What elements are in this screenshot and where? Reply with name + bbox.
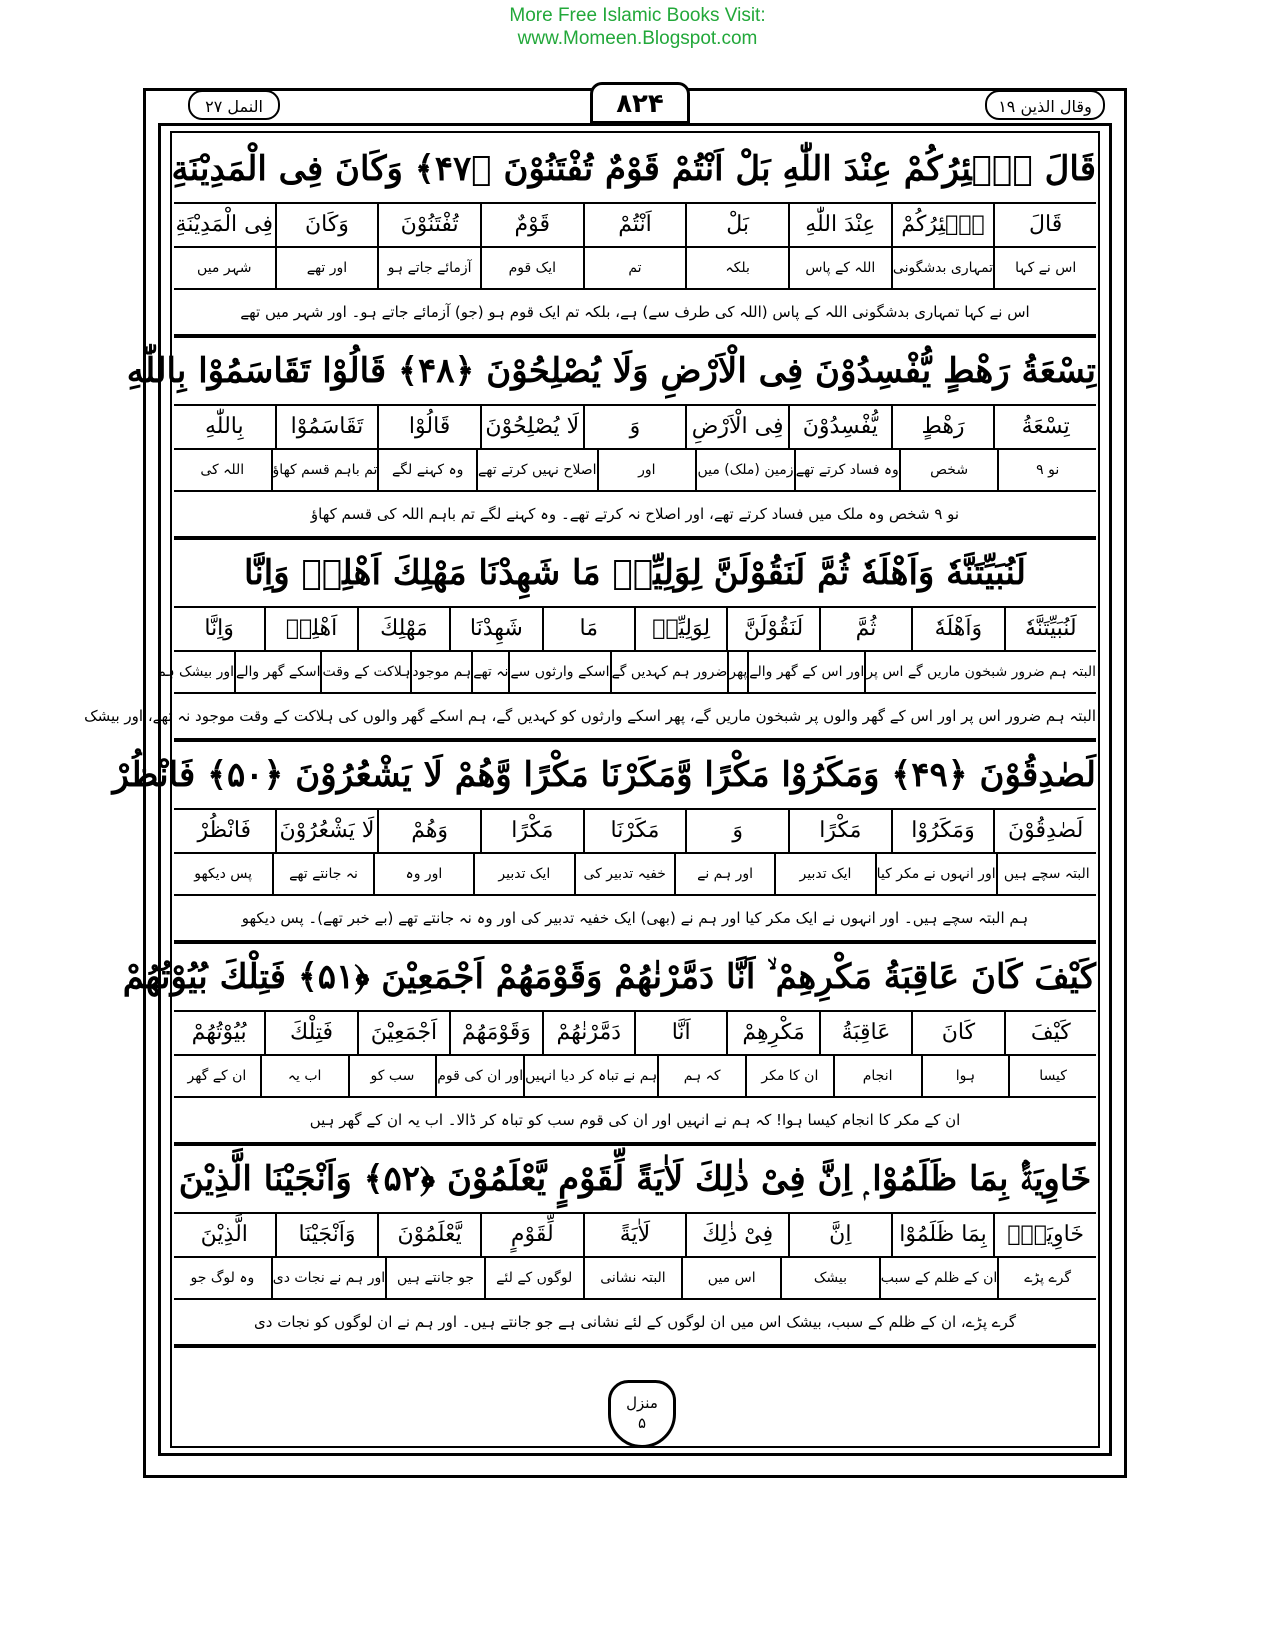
- verse-section: [112, 742, 1096, 944]
- ayah-text: لَنُبَيِّتَنَّهٗ وَاَهْلَهٗ ثُمَّ لَنَقُوْلَنَّ لِوَلِيِّهٖ مَا شَهِدْنَا مَهْلِكَ اَهْلِهٖ وَاِنَّا: [174, 540, 1096, 608]
- word-cell: بَلْ: [685, 204, 788, 246]
- meaning-row: [174, 1258, 1096, 1300]
- meaning-cell: اور: [597, 450, 696, 490]
- meaning-cell: ضرور ہم کہدیں گے: [610, 652, 728, 692]
- meaning-cell: ایک تدبیر: [473, 854, 573, 894]
- ayah-text: كَيْفَ كَانَ عَاقِبَةُ مَكْرِهِمْ ۙ اَنَّا دَمَّرْنٰهُمْ وَقَوْمَهُمْ اَجْمَعِيْنَ ﴿۵۱﴾ فَتِلْكَ بُيُوْتُهُمْ: [174, 944, 1096, 1012]
- meaning-cell: اب یہ: [260, 1056, 348, 1096]
- meaning-cell: اسکے گھر والے: [234, 652, 320, 692]
- word-cell: وَكَانَ: [275, 204, 378, 246]
- word-row: [174, 204, 1096, 248]
- word-cell: لَا يَشْعُرُوْنَ: [275, 810, 378, 852]
- meaning-cell: اصلاح نہیں کرتے تھے: [476, 450, 597, 490]
- word-cell: اَهْلِهٖ: [264, 608, 356, 650]
- meaning-row: [174, 854, 1096, 896]
- word-cell: اَجْمَعِيْنَ: [357, 1012, 449, 1054]
- meaning-cell: اور انہوں نے مکر کیا: [875, 854, 996, 894]
- meaning-cell: آزمائے جاتے ہو: [377, 248, 480, 288]
- meaning-cell: ایک قوم: [480, 248, 583, 288]
- word-cell: رَهْطٍ: [891, 406, 994, 448]
- meaning-cell: اور بیشک ہم: [157, 664, 235, 680]
- verse-section: [84, 540, 1096, 742]
- word-cell: وَقَوْمَهُمْ: [449, 1012, 541, 1054]
- translation-line: ان کے مکر کا انجام کیسا ہوا! کہ ہم نے انہیں اور ان کی قوم سب کو تباہ کر ڈالا۔ اب یہ ان کے گھر ہیں: [174, 1098, 1096, 1144]
- para-label: وقال الذين ۱۹: [985, 90, 1105, 120]
- meaning-cell: شخص: [899, 450, 998, 490]
- meaning-row: [157, 652, 1096, 694]
- meaning-cell: اسکے وارثوں سے: [508, 652, 609, 692]
- meaning-cell: البتہ سچے ہیں: [996, 854, 1096, 894]
- verse-section: [171, 136, 1096, 338]
- word-cell: لِّقَوْمٍ: [480, 1214, 583, 1256]
- surah-label: النمل ۲۷: [188, 90, 280, 120]
- meaning-cell: وہ فساد کرتے تھے: [794, 450, 899, 490]
- word-cell: لَا يُصْلِحُوْنَ: [480, 406, 583, 448]
- word-cell: قَالَ: [993, 204, 1096, 246]
- meaning-cell: لوگوں کے لئے: [484, 1258, 583, 1298]
- meaning-row: [174, 450, 1096, 492]
- word-cell: فِى الْاَرْضِ: [685, 406, 788, 448]
- meaning-row: [174, 248, 1096, 290]
- word-cell: شَهِدْنَا: [449, 608, 541, 650]
- ayah-text: خَاوِيَةًۢ بِمَا ظَلَمُوْا ۭ اِنَّ فِىْ ذٰلِكَ لَاٰيَةً لِّقَوْمٍ يَّعْلَمُوْنَ ﴿۵۲﴾ وَاَنْجَيْنَا الَّذِيْنَ: [174, 1146, 1096, 1214]
- promo-line-1: More Free Islamic Books Visit:: [509, 5, 766, 26]
- verse-section: [174, 1146, 1096, 1348]
- promo-banner: [0, 4, 1275, 50]
- meaning-cell: البتہ نشانی: [583, 1258, 682, 1298]
- word-cell: وَاَنْجَيْنَا: [275, 1214, 378, 1256]
- meaning-cell: ان کے ظلم کے سبب: [879, 1258, 998, 1298]
- translation-line: گرے پڑے، ان کے ظلم کے سبب، بیشک اس میں ان لوگوں کے لئے نشانی ہے جو جانتے ہیں۔ اور ہم نے ان لوگوں کو نجات دی: [174, 1300, 1096, 1346]
- meaning-cell: پھر: [727, 652, 747, 692]
- meaning-cell: اللہ کے پاس: [788, 248, 891, 288]
- word-cell: لَاٰيَةً: [583, 1214, 686, 1256]
- meaning-cell: تم: [583, 248, 686, 288]
- word-cell: وَمَكَرُوْا: [891, 810, 994, 852]
- word-cell: فَانْظُرْ: [197, 818, 252, 843]
- word-cell: وَ: [583, 406, 686, 448]
- translation-line: البتہ ہم ضرور اس پر اور اس کے گھر والوں پر شبخون ماریں گے، پھر اسکے وارثوں کو کہدیں گے، ہم اسکے گھر والوں کی ہلاکت کے وقت موجود نہ تھے، اور بیشک: [174, 694, 1096, 740]
- meaning-cell: اس میں: [681, 1258, 780, 1298]
- meaning-cell: نہ جانتے تھے: [272, 854, 372, 894]
- word-cell: قَالُوْا: [377, 406, 480, 448]
- meaning-cell: گرے پڑے: [997, 1258, 1096, 1298]
- meaning-cell: شہر میں: [197, 260, 252, 276]
- meaning-cell: نہ تھے: [471, 652, 508, 692]
- word-cell: تِسْعَةُ: [993, 406, 1096, 448]
- word-cell: بُيُوْتُهُمْ: [191, 1020, 247, 1045]
- meaning-cell: ان کا مکر: [745, 1056, 833, 1096]
- word-cell: تَقَاسَمُوْا: [275, 406, 378, 448]
- word-cell: مَا: [542, 608, 634, 650]
- meaning-cell: کہ ہم: [657, 1056, 745, 1096]
- meaning-cell: ہم نے تباہ کر دیا انہیں: [523, 1056, 657, 1096]
- meaning-cell: تمہاری بدشگونی: [891, 248, 994, 288]
- word-row: [174, 608, 1096, 652]
- promo-link[interactable]: www.Momeen.Blogspot.com: [517, 28, 758, 49]
- word-cell: لَنَقُوْلَنَّ: [726, 608, 818, 650]
- manzil-label: منزل: [626, 1394, 658, 1412]
- word-cell: اَنَّا: [634, 1012, 726, 1054]
- word-cell: قَوْمٌ: [480, 204, 583, 246]
- word-cell: مَكَرْنَا: [583, 810, 686, 852]
- meaning-cell: زمین (ملک) میں: [695, 450, 794, 490]
- word-row: [174, 406, 1096, 450]
- ayah-text: لَصٰدِقُوْنَ ﴿۴۹﴾ وَمَكَرُوْا مَكْرًا وَّمَكَرْنَا مَكْرًا وَّهُمْ لَا يَشْعُرُوْنَ ﴿۵۰﴾ فَانْظُرْ: [174, 742, 1096, 810]
- meaning-cell: اور تھے: [275, 248, 378, 288]
- word-cell: لَنُبَيِّتَنَّهٗ: [1004, 608, 1096, 650]
- word-cell: ثُمَّ: [819, 608, 911, 650]
- meaning-cell: ایک تدبیر: [774, 854, 874, 894]
- word-cell: يُّفْسِدُوْنَ: [788, 406, 891, 448]
- meaning-cell: اور ہم نے: [674, 854, 774, 894]
- word-cell: فَتِلْكَ: [264, 1012, 356, 1054]
- meaning-cell: بیشک: [780, 1258, 879, 1298]
- word-cell: وَاِنَّا: [204, 616, 234, 641]
- word-cell: وَاَهْلَهٗ: [911, 608, 1003, 650]
- word-cell: وَهُمْ: [377, 810, 480, 852]
- ayah-text: قَالَ طٰۤئِرُكُمْ عِنْدَ اللّٰهِ بَلْ اَنْتُمْ قَوْمٌ تُفْتَنُوْنَ ﴿۴۷﴾ وَكَانَ فِى الْمَدِيْنَةِ: [174, 136, 1096, 204]
- meaning-cell: پس دیکھو: [194, 866, 252, 882]
- word-cell: عَاقِبَةُ: [819, 1012, 911, 1054]
- meaning-cell: اس نے کہا: [993, 248, 1096, 288]
- meaning-cell: اور ان کی قوم: [435, 1056, 523, 1096]
- meaning-cell: وہ لوگ جو: [190, 1270, 255, 1286]
- meaning-cell: ہلاکت کے وقت: [320, 652, 410, 692]
- page-content: [84, 136, 1096, 1348]
- word-cell: لَصٰدِقُوْنَ: [993, 810, 1096, 852]
- meaning-row: [174, 1056, 1096, 1098]
- meaning-cell: وہ کہنے لگے: [377, 450, 476, 490]
- meaning-cell: اور ہم نے نجات دی: [271, 1258, 385, 1298]
- meaning-cell: سب کو: [348, 1056, 436, 1096]
- word-cell: مَكْرًا: [788, 810, 891, 852]
- verse-section: [126, 338, 1096, 540]
- word-cell: لِوَلِيِّهٖ: [634, 608, 726, 650]
- page-number: ۸۲۴: [590, 82, 690, 124]
- meaning-cell: اور اس کے گھر والے: [747, 652, 864, 692]
- word-cell: الَّذِيْنَ: [200, 1222, 248, 1247]
- word-cell: تُفْتَنُوْنَ: [377, 204, 480, 246]
- word-cell: مَكْرًا: [480, 810, 583, 852]
- meaning-cell: اللہ کی: [200, 462, 245, 478]
- meaning-cell: ہم موجود: [410, 652, 471, 692]
- word-row: [174, 810, 1096, 854]
- meaning-cell: جو جانتے ہیں: [385, 1258, 484, 1298]
- meaning-cell: کیسا: [1008, 1056, 1096, 1096]
- translation-line: ہم البتہ سچے ہیں۔ اور انہوں نے ایک مکر کیا اور ہم نے (بھی) ایک خفیہ تدبیر کی اور وہ نہ جانتے تھے (بے خبر تھے)۔ پس دیکھو: [174, 896, 1096, 942]
- word-cell: اِنَّ: [788, 1214, 891, 1256]
- meaning-cell: ہوا: [921, 1056, 1009, 1096]
- word-cell: بِاللّٰهِ: [204, 414, 244, 439]
- meaning-cell: انجام: [833, 1056, 921, 1096]
- word-cell: يَّعْلَمُوْنَ: [377, 1214, 480, 1256]
- meaning-cell: خفیہ تدبیر کی: [574, 854, 674, 894]
- word-cell: خَاوِيَةًۢ: [993, 1214, 1096, 1256]
- translation-line: اس نے کہا تمہاری بدشگونی اللہ کے پاس (اللہ کی طرف سے) ہے، بلکہ تم ایک قوم ہو (جو) آزمائے جاتے ہو۔ اور شہر میں تھے: [174, 290, 1096, 336]
- word-cell: وَ: [685, 810, 788, 852]
- manzil-number: ۵: [637, 1414, 647, 1432]
- word-cell: طٰۤئِرُكُمْ: [891, 204, 994, 246]
- translation-line: نو ۹ شخص وہ ملک میں فساد کرتے تھے، اور اصلاح نہ کرتے تھے۔ وہ کہنے لگے تم باہم اللہ کی قسم کھاؤ: [174, 492, 1096, 538]
- word-cell: دَمَّرْنٰهُمْ: [542, 1012, 634, 1054]
- meaning-cell: تم باہم قسم کھاؤ: [271, 450, 378, 490]
- word-cell: بِمَا ظَلَمُوْا: [891, 1214, 994, 1256]
- meaning-cell: نو ۹: [997, 450, 1096, 490]
- word-cell: فِى الْمَدِيْنَةِ: [175, 212, 274, 237]
- ayah-text: تِسْعَةُ رَهْطٍ يُّفْسِدُوْنَ فِى الْاَرْضِ وَلَا يُصْلِحُوْنَ ﴿۴۸﴾ قَالُوْا تَقَاسَمُوْا بِاللّٰهِ: [174, 338, 1096, 406]
- word-cell: فِىْ ذٰلِكَ: [685, 1214, 788, 1256]
- word-cell: كَيْفَ: [1004, 1012, 1096, 1054]
- meaning-cell: بلکہ: [685, 248, 788, 288]
- meaning-cell: اور وہ: [373, 854, 473, 894]
- word-cell: مَهْلِكَ: [357, 608, 449, 650]
- meaning-cell: البتہ ہم ضرور شبخون ماریں گے اس پر: [864, 652, 1096, 692]
- word-cell: عِنْدَ اللّٰهِ: [788, 204, 891, 246]
- word-cell: كَانَ: [911, 1012, 1003, 1054]
- verse-section: [122, 944, 1096, 1146]
- manzil-badge: [608, 1380, 676, 1448]
- word-cell: اَنْتُمْ: [583, 204, 686, 246]
- word-cell: مَكْرِهِمْ: [726, 1012, 818, 1054]
- word-row: [174, 1214, 1096, 1258]
- meaning-cell: ان کے گھر: [187, 1068, 247, 1084]
- word-row: [174, 1012, 1096, 1056]
